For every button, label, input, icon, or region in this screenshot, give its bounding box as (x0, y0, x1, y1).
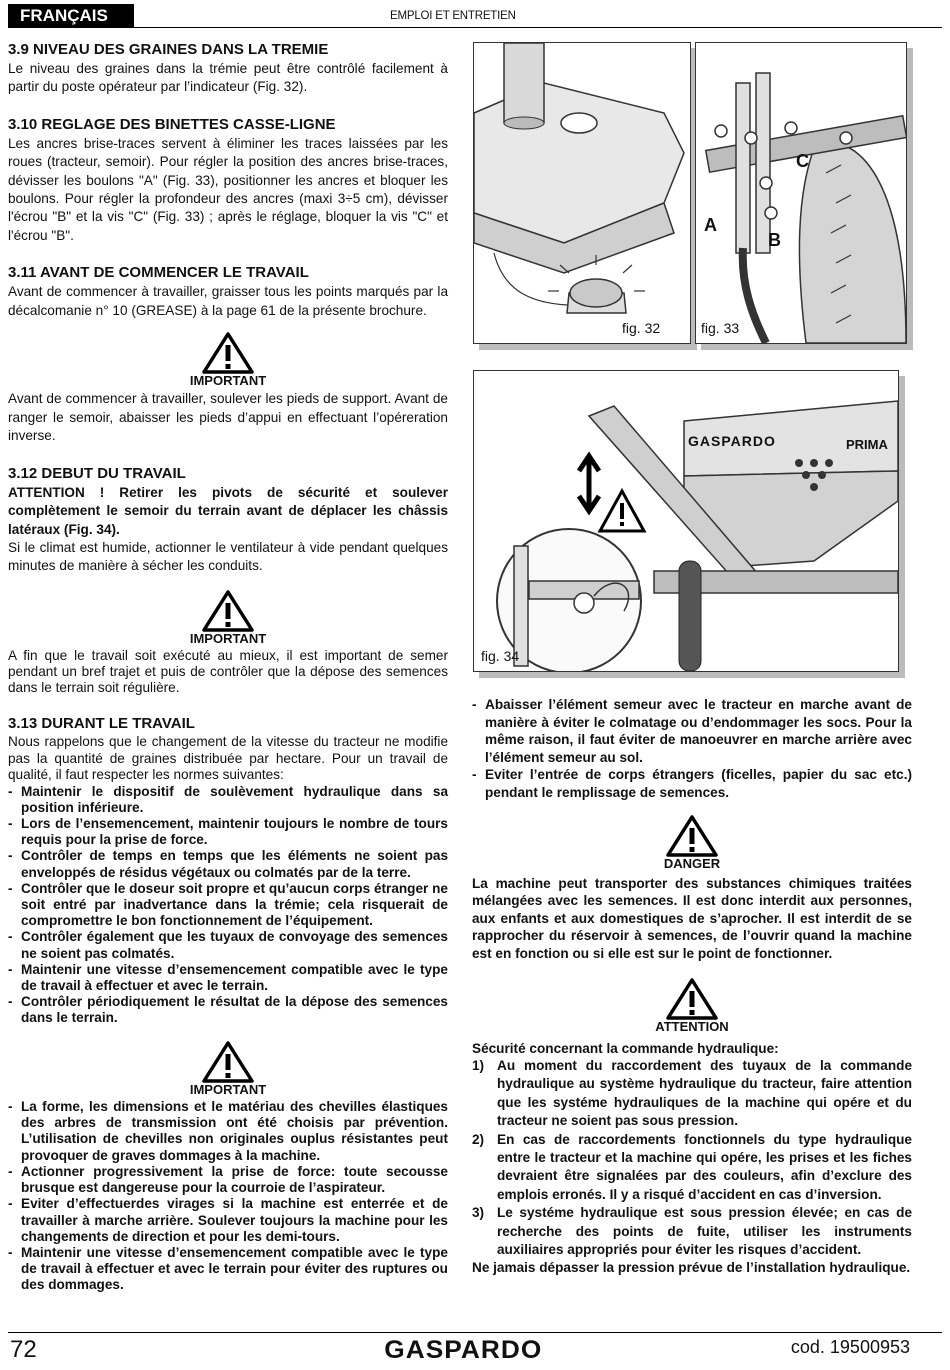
important-label-3: IMPORTANT (189, 1081, 267, 1097)
document-code: cod. 19500953 (790, 1337, 910, 1357)
text-3-12: Si le climat est humide, actionner le ventilateur à vide pendant quelques minutes de manière à sécher les conduits. (8, 539, 448, 574)
figure-34-brand: GASPARDO (688, 433, 776, 449)
left-column (8, 40, 448, 1294)
list-item: - Maintenir une vitesse d’ensemencement compatible avec le type de travail à effectuer et avec le terrain. (8, 962, 448, 994)
text-3-13: Nous rappelons que le changement de la vitesse du tracteur ne modifie pas la quantité de graines distribuée par hectare. Pour un travail de qualité, il faut respecter les normes suivantes: (8, 734, 448, 783)
list-item: - Contrôler périodiquement le résultat de la dépose des semences dans le terrain. (8, 994, 448, 1026)
rules-list (8, 784, 448, 1027)
important-label-1: IMPORTANT (189, 373, 267, 389)
danger-block (472, 815, 912, 873)
list-item: - Contrôler de temps en temps que les éléments ne soient pas enveloppés de résidus végétaux ou colmatés par de la terre. (8, 848, 448, 880)
seed-drill-illustration (474, 371, 898, 671)
heading-3-13: 3.13 DURANT LE TRAVAIL (8, 715, 195, 733)
heading-3-12: 3.12 DEBUT DU TRAVAIL (8, 464, 186, 482)
footer-rule (8, 1332, 942, 1333)
warning-icon (666, 978, 718, 1020)
attention-intro: Sécurité concernant la commande hydraulique: (472, 1040, 779, 1056)
list-item: - Eviter d’effectuerdes virages si la machine est enterrée et de travailler à marche arrière. Soulever toujours la machine pour les changements de direction et pour les demi-tours. (8, 1196, 448, 1245)
right-column (472, 696, 912, 1278)
list-item: - Maintenir le dispositif de soulèvement hydraulique dans sa position inférieure. (8, 784, 448, 816)
list-item: - Actionner progressivement la prise de force: toute secousse brusque est dangereuse pour la courroie de l’aspirateur. (8, 1164, 448, 1196)
warning-icon (666, 815, 718, 857)
language-tab: FRANÇAIS (8, 4, 134, 28)
attention-text-3-12: ATTENTION ! Retirer les pivots de sécurité et soulever complètement le semoir du terrain avant de déplacer les châssis latéraux (Fig. 34). (8, 484, 448, 537)
list-item: - La forme, les dimensions et le matériau des chevilles élastiques des arbres de transmission ont été choisis par prévention. L’utilisation de chevilles non originales ouplus résistantes peut provoquer de graves dommages à la machine. (8, 1099, 448, 1164)
section-title: EMPLOI ET ENTRETIEN (390, 10, 516, 22)
figure-34-caption: fig. 34 (481, 648, 520, 664)
right-list (472, 696, 912, 801)
track-eradicator-illustration (696, 43, 906, 343)
label-c: C (796, 151, 809, 171)
important-list (8, 1099, 448, 1293)
hydraulic-safety-list (472, 1057, 912, 1259)
list-item: - Maintenir une vitesse d’ensemencement compatible avec le type de travail à effectuer et avec le terrain pour éviter des ruptures ou des dommages. (8, 1245, 448, 1294)
warning-icon (202, 332, 254, 374)
heading-3-11: 3.11 AVANT DE COMMENCER LE TRAVAIL (8, 264, 309, 282)
list-item: - Contrôler que le doseur soit propre et qu’aucun corps étranger ne soit entré par inadvertance dans la trémie; cela risquerait de compromettre le bon fonctionnement de l’équipement. (8, 881, 448, 930)
label-a: A (704, 215, 717, 235)
heading-3-10: 3.10 REGLAGE DES BINETTES CASSE-LIGNE (8, 115, 336, 133)
label-b: B (768, 230, 781, 250)
item-text: Au moment du raccordement des tuyaux de la commande hydraulique au système hydraulique du tracteur, faire attention que les systéme hydrauliques de la machine qui opére et du tracteur ne soient pas sous pression. (497, 1058, 912, 1129)
figure-33-caption: fig. 33 (701, 320, 740, 336)
item-number: 3) (472, 1205, 485, 1221)
list-item: - Contrôler également que les tuyaux de convoyage des semences ne soient pas colmatés. (8, 929, 448, 961)
important-block-3 (8, 1041, 448, 1099)
figure-33 (695, 42, 907, 344)
attention-label: ATTENTION (655, 1019, 729, 1034)
attention-outro: Ne jamais dépasser la pression prévue de l’installation hydraulique. (472, 1260, 911, 1276)
heading-3-9: 3.9 NIVEAU DES GRAINES DANS LA TREMIE (8, 41, 329, 58)
attention-block (472, 978, 912, 1036)
text-3-10: Les ancres brise-traces servent à éliminer les traces laissées par les roues (tracteur, semoir). Pour régler la position des ancres brise-traces, dévisser les boulons "A" (Fig. 33), positionner les ancres et bloquer les boulons. Pour régler la profondeur des ancres (maxi 3÷5 cm), dévisser l'écrou "B" et la vis "C" (Fig. 33) ; après le réglage, bloquer la vis "C" et l'écrou "B". (8, 135, 448, 243)
warning-icon (202, 590, 254, 632)
item-number: 2) (472, 1131, 485, 1147)
figure-32 (473, 42, 691, 344)
item-text: Le systéme hydraulique est sous pression élevée; en cas de recherche des points de fuite, utiliser les instruments auxiliaires appropriés pour éviter les risques d’accident. (497, 1205, 912, 1258)
important-block-2 (8, 590, 448, 648)
important-text-2: A fin que le travail soit exécuté au mieux, il est important de semer pendant un bref trajet et puis de contrôler que la dépose des semences dans le terrain soit régulière. (8, 648, 448, 696)
item-number: 1) (472, 1058, 485, 1073)
danger-text: La machine peut transporter des substances chimiques traitées mélangées avec les semences. Il est donc interdit aux personnes, aux enfants et aux domestiques de s’aprocher. Il est interdit de se rapprocher du réservoir à semences, de l’ouvrir quand la machine est en fonction ou si elle est sur le point de fonctionner. (472, 875, 912, 961)
figure-34-model: PRIMA (846, 437, 888, 452)
important-text-1: Avant de commencer à travailler, soulever les pieds de support. Avant de ranger le semoir, abaisser les pieds d’appui en effectuant l’opéreration inverse. (8, 391, 448, 444)
important-label-2: IMPORTANT (189, 630, 267, 646)
hopper-level-indicator-illustration (474, 43, 690, 343)
important-block-1 (8, 332, 448, 390)
text-3-9: Le niveau des graines dans la trémie peut être contrôlé facilement à partir du poste opérateur par l’indicateur (Fig. 32). (8, 61, 448, 95)
list-item: - Lors de l’ensemencement, maintenir toujours le nombre de tours requis pour la prise de force. (8, 816, 448, 848)
text-3-11: Avant de commencer à travailler, graisser tous les points marqués par la décalcomanie n° 10 (GREASE) à la page 61 de la présente brochure. (8, 284, 448, 318)
page-number: 72 (10, 1336, 37, 1363)
list-item: - Abaisser l’élément semeur avec le tracteur en marche avant de manière à éviter le colmatage ou d’endommager les socs. Pour la même raison, il faut éviter de manoeuvrer en marche arrière avec l’élément semeur au sol. (472, 696, 912, 766)
danger-label: DANGER (663, 856, 721, 871)
list-item: - Eviter l’entrée de corps étrangers (ficelles, papier du sac etc.) pendant le remplissage de semences. (472, 766, 912, 801)
list-item (472, 1057, 912, 1131)
brand-logo: GASPARDO (384, 1336, 543, 1364)
list-item (472, 1131, 912, 1205)
header-rule (134, 27, 942, 28)
list-item (472, 1204, 912, 1259)
figure-34 (473, 370, 899, 672)
warning-icon (202, 1041, 254, 1083)
figure-32-caption: fig. 32 (622, 320, 661, 336)
item-text: En cas de raccordements fonctionnels du type hydraulique entre le tracteur et la machine qui opére, les prises et les fiches devraient être signalées par des couleurs, afin d’exclure des emplois erronés. Il y a risqué d’accident en cas d’inversion. (497, 1131, 912, 1202)
